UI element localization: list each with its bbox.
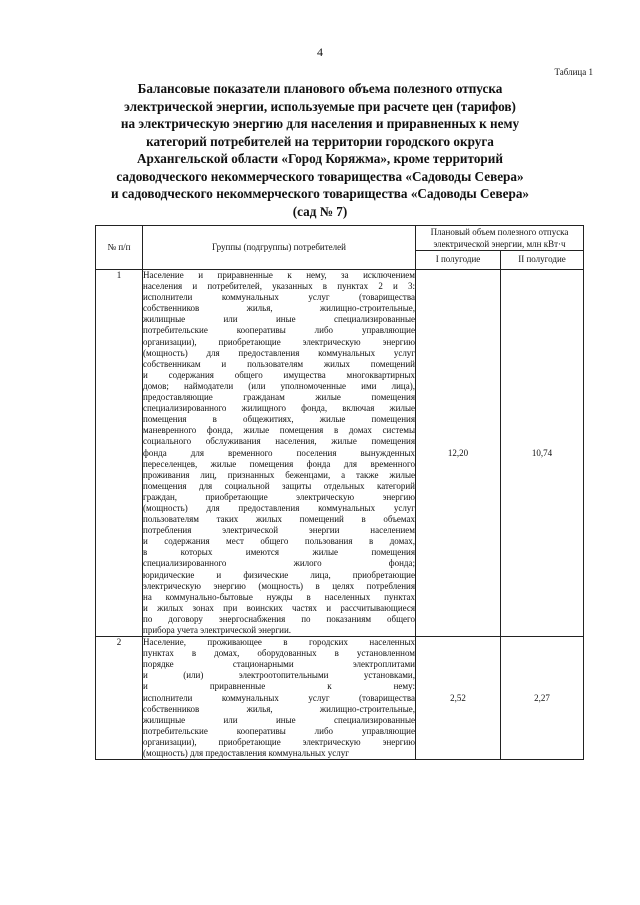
description-line: исполнители коммунальных услуг (товарищества	[143, 692, 415, 703]
table-header-row	[96, 226, 584, 251]
table-label: Таблица 1	[554, 67, 593, 77]
title-line: Балансовые показатели планового объема полезного отпуска	[137, 81, 503, 96]
description-line: маневренного фонда, жилые помещения в домах системы	[143, 425, 415, 436]
description-line: юридические и физические лица, приобретающие	[143, 569, 415, 580]
second-half-value: 10,74	[501, 270, 584, 637]
description-line: помещения в общежитиях, жилые помещения	[143, 414, 415, 425]
description-line: специализированного жилищного фонда, включая жилые	[143, 403, 415, 414]
description-line: специализированного жилого фонда;	[143, 558, 415, 569]
description-line: и содержания мест общего пользования в домах,	[143, 536, 415, 547]
title-line: Архангельской области «Город Коряжма», кроме территорий	[137, 151, 503, 166]
description-line: и содержания общего имущества многоквартирных	[143, 369, 415, 380]
header-second-half: II полугодие	[501, 251, 584, 270]
description-line: исполнители коммунальных услуг (товарищества	[143, 292, 415, 303]
description-line: Население и приравненные к нему, за исключением	[143, 270, 415, 280]
title-line: на электрическую энергию для населения и приравненных к нему	[120, 116, 520, 131]
description-line: социального обслуживания населения, жилые помещения	[143, 436, 415, 447]
description-line: собственников жилья, жилищно-строительные,	[143, 303, 415, 314]
description-line: фонда для временного поселения вынужденных	[143, 447, 415, 458]
description-line: и жилых зонах при воинских частях и рассчитывающиеся	[143, 602, 415, 613]
description-line: и приравненные к нему:	[143, 681, 415, 692]
description-line: потребления электрической энергии населением	[143, 525, 415, 536]
row-number: 1	[96, 270, 143, 637]
description-line: проживания лиц, признанных беженцами, а также жилые	[143, 469, 415, 480]
table-row	[96, 637, 584, 760]
description-line: организации), приобретающие электрическую энергию	[143, 336, 415, 347]
description-line: предоставляющие гражданам жилые помещения	[143, 392, 415, 403]
description-line: в которых имеются жилые помещения	[143, 547, 415, 558]
first-half-value: 2,52	[416, 637, 501, 760]
description-line: и (или) электроотопительными установками,	[143, 670, 415, 681]
second-half-value: 2,27	[501, 637, 584, 760]
consumer-group-description	[143, 637, 416, 760]
title-line: (сад № 7)	[292, 203, 348, 219]
description-line: на коммунально-бытовые нужды в населенных пунктах	[143, 591, 415, 602]
description-line: жилищные или иные специализированные	[143, 714, 415, 725]
description-line: пунктах в домах, оборудованных в установленном	[143, 648, 415, 659]
description-line: собственникам и пользователям жилых помещений	[143, 358, 415, 369]
description-line: пользователям таких жилых помещений в объемах	[143, 514, 415, 525]
consumer-group-description	[143, 270, 416, 637]
header-number: № п/п	[96, 226, 143, 270]
description-line: домов; наймодатели (или уполномоченные ими лица),	[143, 380, 415, 391]
description-line: прибора учета электрической энергии.	[143, 625, 292, 635]
description-line: потребительские кооперативы либо управляющие	[143, 725, 415, 736]
description-line: граждан, приобретающие электрическую энергию	[143, 491, 415, 502]
description-line: порядке стационарными электроплитами	[143, 659, 415, 670]
description-line: по договору энергоснабжения по показаниям общего	[143, 613, 415, 624]
header-consumer-groups: Группы (подгруппы) потребителей	[143, 226, 416, 270]
title-line: категорий потребителей на территории городского округа	[146, 133, 494, 149]
description-line: помещения для социальной защиты отдельных категорий	[143, 480, 415, 491]
title-line: электрической энергии, используемые при расчете цен (тарифов)	[124, 98, 516, 114]
consumer-volume-table	[95, 225, 584, 760]
first-half-value: 12,20	[416, 270, 501, 637]
title-line: и садоводческого некоммерческого товарищества «Садоводы Севера»	[110, 186, 530, 201]
title-line: садоводческого некоммерческого товарищества «Садоводы Севера»	[116, 168, 524, 184]
description-line: (мощность) для предоставления коммунальных услуг	[143, 347, 415, 358]
description-line: организации), приобретающие электрическую энергию	[143, 736, 415, 747]
description-line: жилищные или иные специализированные	[143, 314, 415, 325]
description-line: переселенцев, жилые помещения фонда для временного	[143, 458, 415, 469]
description-line: Население, проживающее в городских населенных	[143, 637, 415, 648]
document-title	[100, 80, 540, 220]
description-line: потребительские кооперативы либо управляющие	[143, 325, 415, 336]
header-first-half: I полугодие	[416, 251, 501, 270]
header-planned-volume: Плановый объем полезного отпуска электрической энергии, млн кВт·ч	[416, 226, 584, 251]
description-line: электрическую энергию (мощность) в целях потребления	[143, 580, 415, 591]
table-body	[96, 270, 584, 760]
table-row	[96, 270, 584, 637]
description-line: собственников жилья, жилищно-строительные,	[143, 703, 415, 714]
row-number: 2	[96, 637, 143, 760]
page-number: 4	[317, 45, 323, 59]
description-line: (мощность) для предоставления коммунальных услуг	[143, 748, 349, 759]
description-line: населения и потребителей, указанных в пунктах 2 и 3:	[143, 281, 415, 292]
description-line: (мощность) для предоставления коммунальных услуг	[143, 502, 415, 513]
